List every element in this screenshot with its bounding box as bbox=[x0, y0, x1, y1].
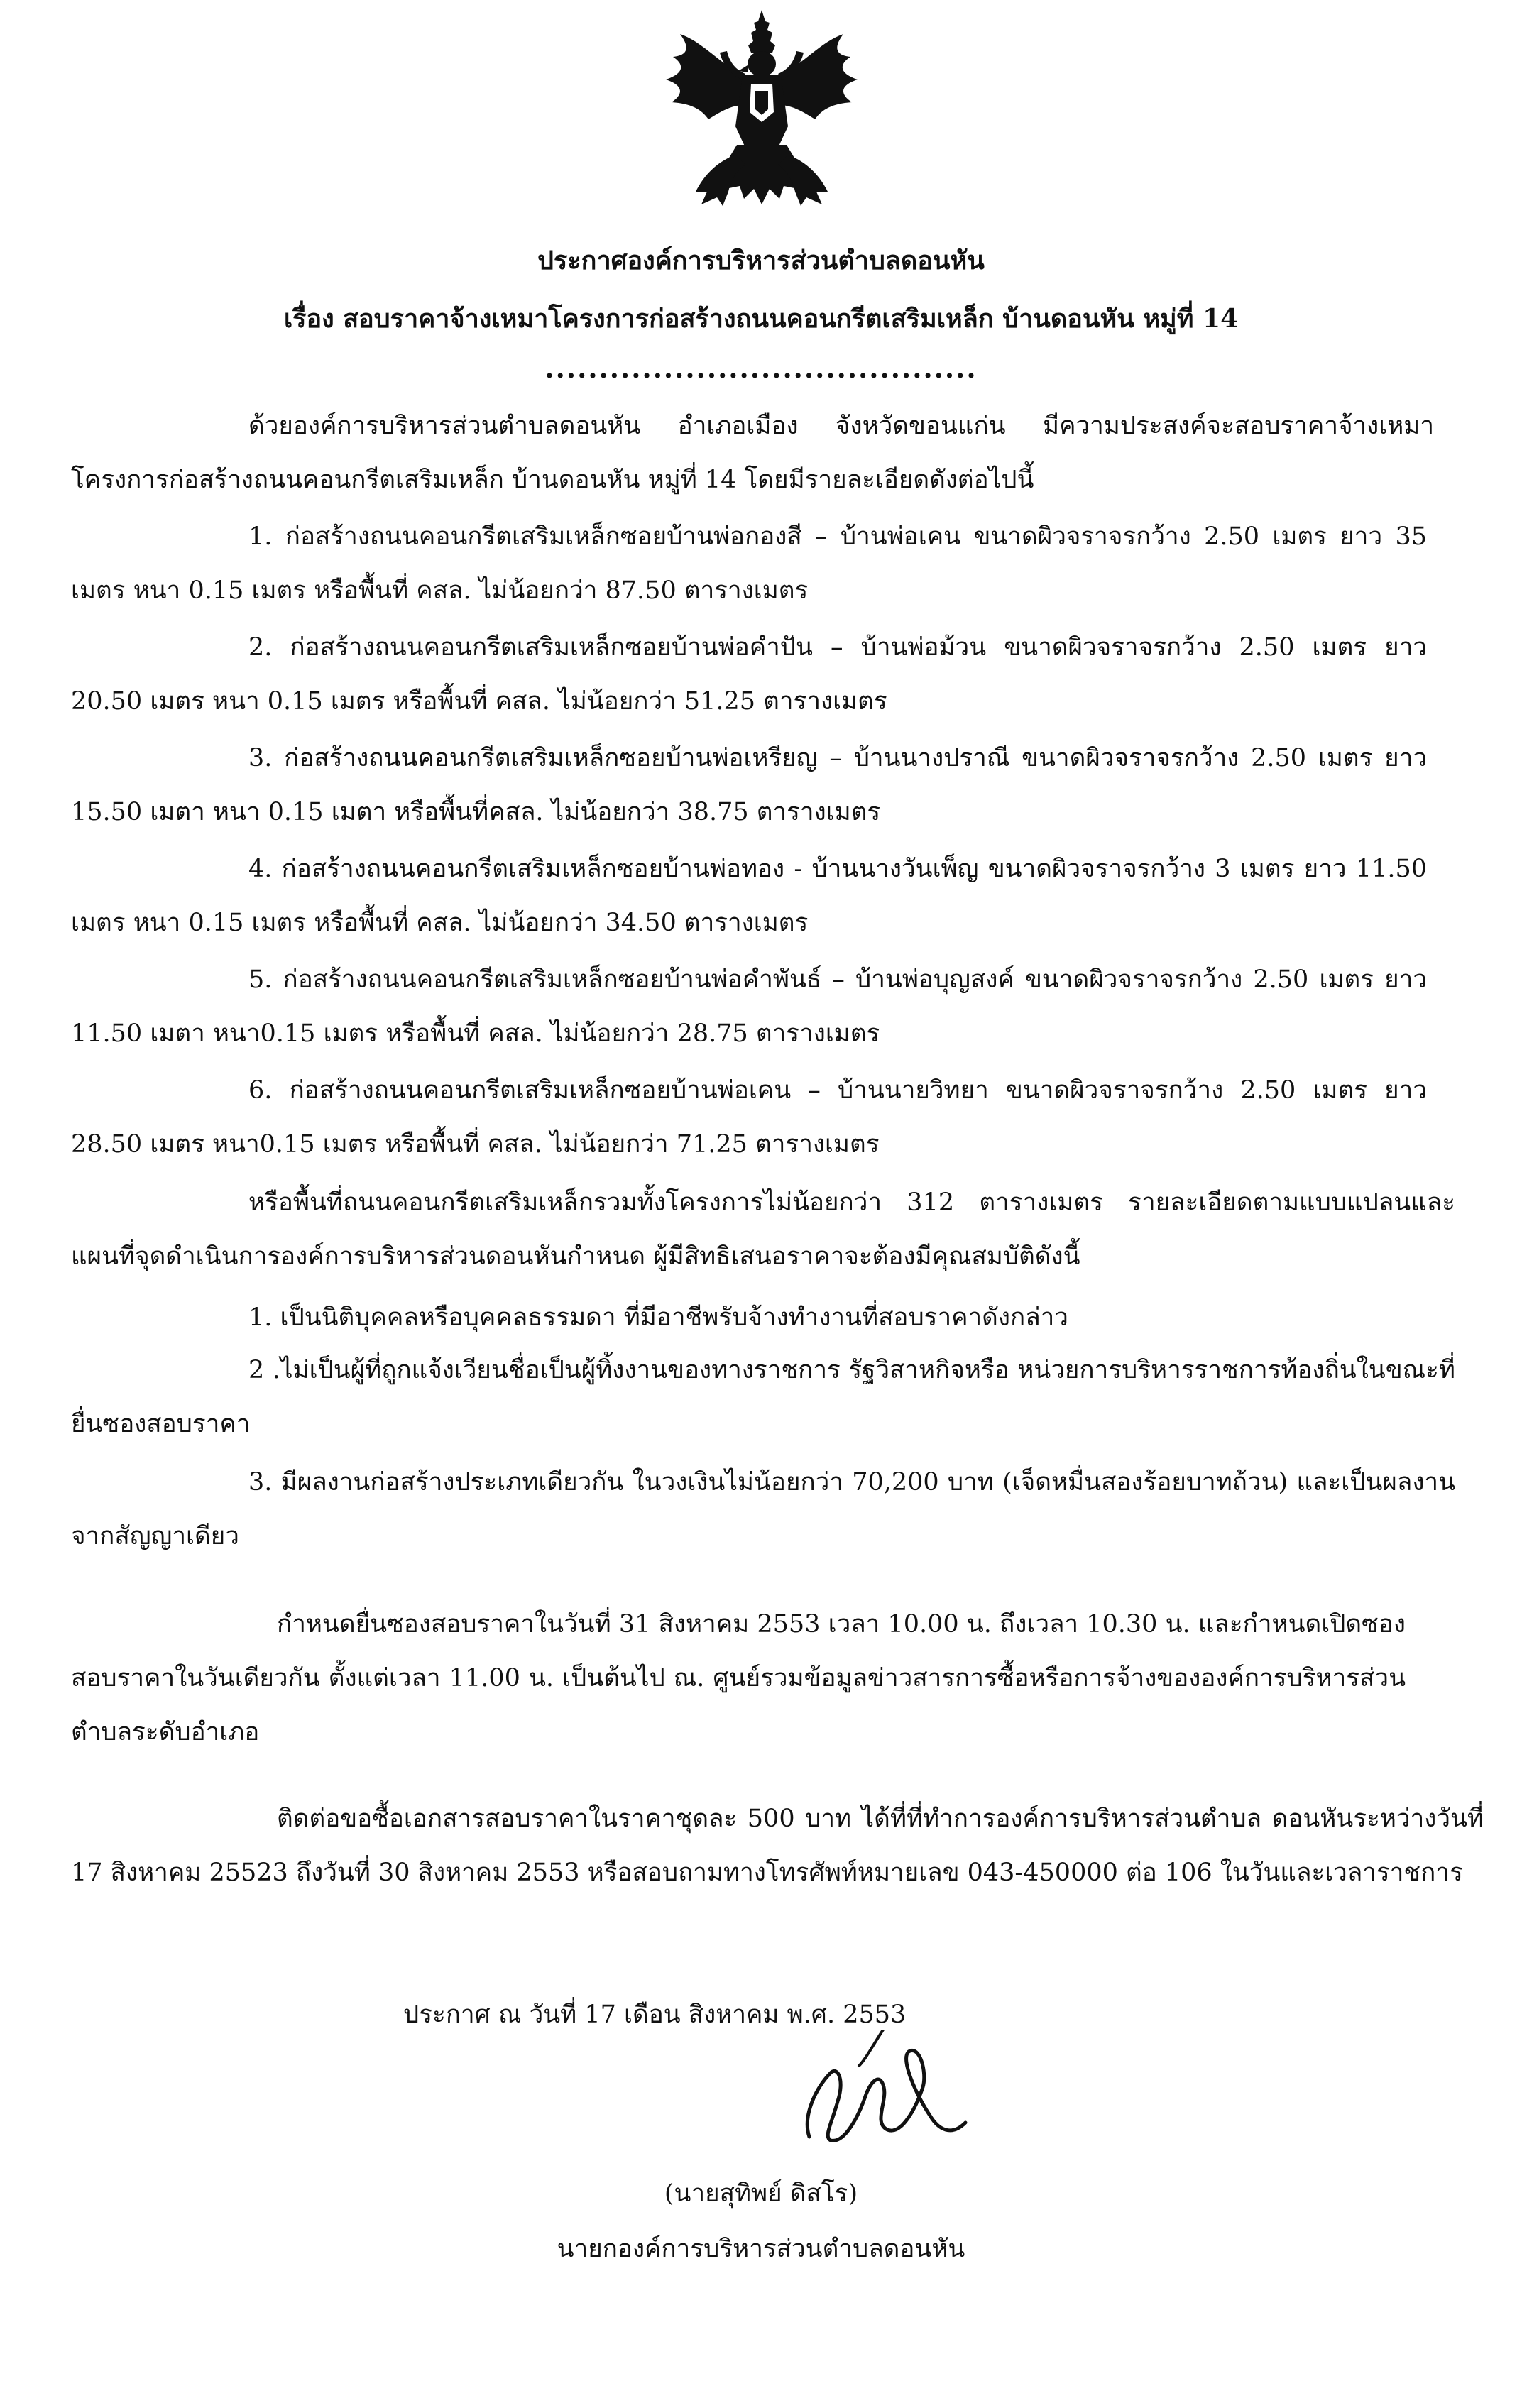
qualification-1: 1. เป็นนิติบุคคลหรือบุคคลธรรมดา ที่มีอาชีพรับจ้างทำงานที่สอบราคาดังกล่าว bbox=[248, 1303, 1068, 1332]
intro-paragraph: ด้วยองค์การบริหารส่วนตำบลดอนหัน อำเภอเมือง จังหวัดขอนแก่น มีความประสงค์จะสอบราคาจ้างเหมาโครงการก่อสร้างถนนคอนกรีตเสริมเหล็ก บ้านดอนหัน หมู่ที่ 14 โดยมีรายละเอียดดังต่อไปนี้ bbox=[71, 412, 1434, 494]
title-divider: ........................................ bbox=[544, 352, 978, 384]
qualification-3: 3. มีผลงานก่อสร้างประเภทเดียวกัน ในวงเงินไม่น้อยกว่า 70,200 บาท (เจ็ดหมื่นสองร้อยบาทถ้วน) และเป็นผลงานจากสัญญาเดียว bbox=[71, 1468, 1455, 1550]
contact-paragraph: ติดต่อขอซื้อเอกสารสอบราคาในราคาชุดละ 500 บาท ได้ที่ที่ทำการองค์การบริหารส่วนตำบล ดอนหันระหว่างวันที่ 17 สิงหาคม 25523 ถึงวันที่ 30 สิงหาคม 2553 หรือสอบถามทางโทรศัพท์หมายเลข 043-450000 ต่อ 106 ในวันและเวลาราชการ bbox=[71, 1805, 1484, 1887]
project-item-3: 3. ก่อสร้างถนนคอนกรีตเสริมเหล็กซอยบ้านพ่อเหรียญ – บ้านนางปราณี ขนาดผิวจราจรกว้าง 2.50 เมตร ยาว 15.50 เมตา หนา 0.15 เมตา หรือพื้นที่คสล. ไม่น้อยกว่า 38.75 ตารางเมตร bbox=[71, 744, 1427, 826]
announcement-title: ประกาศองค์การบริหารส่วนตำบลดอนหัน bbox=[537, 246, 985, 275]
signer-name: (นายสุทิพย์ ดิสโร) bbox=[664, 2179, 858, 2208]
total-area-paragraph: หรือพื้นที่ถนนคอนกรีตเสริมเหล็กรวมทั้งโครงการไม่น้อยกว่า 312 ตารางเมตร รายละเอียดตามแบบแปลนและแผนที่จุดดำเนินการองค์การบริหารส่วนดอนหันกำหนด ผู้มีสิทธิเสนอราคาจะต้องมีคุณสมบัติดังนี้ bbox=[71, 1188, 1455, 1271]
announce-date: ประกาศ ณ วันที่ 17 เดือน สิงหาคม พ.ศ. 2553 bbox=[403, 2001, 907, 2029]
schedule-paragraph: กำหนดยื่นซองสอบราคาในวันที่ 31 สิงหาคม 2553 เวลา 10.00 น. ถึงเวลา 10.30 น. และกำหนดเปิดซองสอบราคาในวันเดียวกัน ตั้งแต่เวลา 11.00 น. เป็นต้นไป ณ. ศูนย์รวมข้อมูลข่าวสารการซื้อหรือการจ้างขององค์การบริหารส่วนตำบลระดับอำเภอ bbox=[71, 1610, 1406, 1746]
project-item-5: 5. ก่อสร้างถนนคอนกรีตเสริมเหล็กซอยบ้านพ่อคำพันธ์ – บ้านพ่อบุญสงค์ ขนาดผิวจราจรกว้าง 2.50 เมตร ยาว 11.50 เมตา หนา0.15 เมตร หรือพื้นที่ คสล. ไม่น้อยกว่า 28.75 ตารางเมตร bbox=[71, 965, 1427, 1048]
qualification-2: 2 .ไม่เป็นผู้ที่ถูกแจ้งเวียนชื่อเป็นผู้ทิ้งงานของทางราชการ รัฐวิสาหกิจหรือ หน่วยการบริหารราชการท้องถิ่นในขณะที่ยื่นซองสอบราคา bbox=[71, 1356, 1455, 1438]
project-item-4: 4. ก่อสร้างถนนคอนกรีตเสริมเหล็กซอยบ้านพ่อทอง - บ้านนางวันเพ็ญ ขนาดผิวจราจรกว้าง 3 เมตร ยาว 11.50 เมตร หนา 0.15 เมตร หรือพื้นที่ คสล. ไม่น้อยกว่า 34.50 ตารางเมตร bbox=[71, 855, 1427, 937]
announcement-subject: เรื่อง สอบราคาจ้างเหมาโครงการก่อสร้างถนนคอนกรีตเสริมเหล็ก บ้านดอนหัน หมู่ที่ 14 bbox=[283, 304, 1239, 334]
garuda-emblem-icon bbox=[652, 6, 872, 219]
signer-position: นายกองค์การบริหารส่วนตำบลดอนหัน bbox=[557, 2235, 965, 2263]
project-item-2: 2. ก่อสร้างถนนคอนกรีตเสริมเหล็กซอยบ้านพ่อคำปัน – บ้านพ่อม้วน ขนาดผิวจราจรกว้าง 2.50 เมตร ยาว 20.50 เมตร หนา 0.15 เมตร หรือพื้นที่ คสล. ไม่น้อยกว่า 51.25 ตารางเมตร bbox=[71, 633, 1427, 716]
handwritten-signature bbox=[781, 2030, 1008, 2172]
project-item-1: 1. ก่อสร้างถนนคอนกรีตเสริมเหล็กซอยบ้านพ่อกองสี – บ้านพ่อเคน ขนาดผิวจราจรกว้าง 2.50 เมตร ยาว 35 เมตร หนา 0.15 เมตร หรือพื้นที่ คสล. ไม่น้อยกว่า 87.50 ตารางเมตร bbox=[71, 522, 1427, 605]
project-item-6: 6. ก่อสร้างถนนคอนกรีตเสริมเหล็กซอยบ้านพ่อเคน – บ้านนายวิทยา ขนาดผิวจราจรกว้าง 2.50 เมตร ยาว 28.50 เมตร หนา0.15 เมตร หรือพื้นที่ คสล. ไม่น้อยกว่า 71.25 ตารางเมตร bbox=[71, 1076, 1427, 1159]
